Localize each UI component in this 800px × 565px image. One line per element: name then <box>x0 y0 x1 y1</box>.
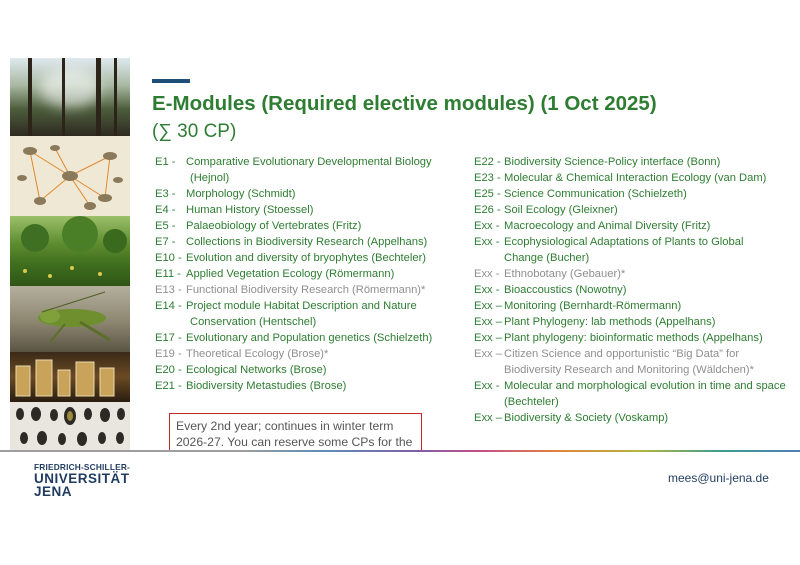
logo-line-3: JENA <box>34 484 73 499</box>
title-accent-bar <box>152 79 190 83</box>
module-title-continued: Change (Bucher) <box>504 252 590 264</box>
module-item <box>155 346 465 362</box>
module-title: Molecular & Chemical Interaction Ecology (van Dam) <box>504 172 767 184</box>
module-code: E10 - <box>155 252 182 264</box>
module-item <box>474 378 794 410</box>
module-code: E3 - <box>155 188 176 200</box>
module-title: Human History (Stoessel) <box>186 204 314 216</box>
module-code: Exx - <box>474 268 500 280</box>
module-title-continued: (Bechteler) <box>504 396 559 408</box>
module-item <box>474 282 794 298</box>
module-code: E1 - <box>155 156 176 168</box>
module-code: E5 - <box>155 220 176 232</box>
module-title: Molecular and morphological evolution in time and space <box>504 380 786 392</box>
module-code: Exx – <box>474 348 502 360</box>
module-title: Plant Phylogeny: lab methods (Appelhans) <box>504 316 716 328</box>
module-title: Applied Vegetation Ecology (Römermann) <box>186 268 395 280</box>
module-item <box>155 218 465 234</box>
module-code: E14 - <box>155 300 182 312</box>
module-item <box>474 202 794 218</box>
module-code: E4 - <box>155 204 176 216</box>
module-item <box>155 202 465 218</box>
module-item <box>155 234 465 250</box>
module-title-continued: Conservation (Hentschel) <box>190 316 317 328</box>
module-code: E11 - <box>155 268 181 280</box>
module-item <box>474 298 794 314</box>
module-title: Biodiversity Metastudies (Brose) <box>186 380 347 392</box>
module-item <box>474 218 794 234</box>
module-title-continued: Biodiversity Research and Monitoring (Wäldchen)* <box>504 364 754 376</box>
module-code: Exx – <box>474 412 502 424</box>
photo-strip <box>10 58 130 451</box>
module-code: E19 - <box>155 348 182 360</box>
module-title: Macroecology and Animal Diversity (Fritz) <box>504 220 711 232</box>
logo-line-2: UNIVERSITÄT <box>34 471 130 486</box>
module-item <box>474 234 794 266</box>
module-item <box>155 186 465 202</box>
module-item <box>155 298 465 330</box>
module-code: Exx - <box>474 284 500 296</box>
module-title: Biodiversity & Society (Voskamp) <box>504 412 669 424</box>
university-logo <box>34 462 130 498</box>
module-item <box>155 154 465 186</box>
module-code: E20 - <box>155 364 182 376</box>
module-title: Soil Ecology (Gleixner) <box>504 204 618 216</box>
module-item <box>474 266 794 282</box>
module-title: Project module Habitat Description and Nature <box>186 300 417 312</box>
module-code: E17 - <box>155 332 182 344</box>
module-title: Functional Biodiversity Research (Römermann)* <box>186 284 426 296</box>
module-code: Exx - <box>474 220 500 232</box>
module-item <box>474 186 794 202</box>
module-title: Bioaccoustics (Nowotny) <box>504 284 627 296</box>
module-item <box>474 330 794 346</box>
module-item <box>474 154 794 170</box>
module-title: Evolution and diversity of bryophytes (Bechteler) <box>186 252 427 264</box>
module-code: E23 - <box>474 172 501 184</box>
module-item <box>155 362 465 378</box>
module-item <box>155 378 465 394</box>
module-title: Comparative Evolutionary Developmental Biology <box>186 156 432 168</box>
food-web-diagram-image <box>10 136 130 216</box>
logo-line-1: FRIEDRICH-SCHILLER- <box>34 462 130 472</box>
meadow-photo <box>10 216 130 286</box>
module-title: Ecophysiological Adaptations of Plants to Global <box>504 236 744 248</box>
module-item <box>474 314 794 330</box>
forest-photo <box>10 58 130 136</box>
module-title: Plant phylogeny: bioinformatic methods (Appelhans) <box>504 332 763 344</box>
module-code: Exx - <box>474 380 500 392</box>
module-code: Exx – <box>474 300 502 312</box>
note-box: Every 2nd year; continues in winter term 2026-27. You can reserve some CPs for the <box>169 413 422 487</box>
module-title: Ecological Networks (Brose) <box>186 364 327 376</box>
module-list-right <box>474 154 794 426</box>
module-code: Exx - <box>474 236 500 248</box>
module-title: Biodiversity Science-Policy interface (Bonn) <box>504 156 721 168</box>
module-list-left <box>155 154 465 394</box>
module-code: E7 - <box>155 236 176 248</box>
module-title: Evolutionary and Population genetics (Schielzeth) <box>186 332 433 344</box>
module-title: Ethnobotany (Gebauer)* <box>504 268 626 280</box>
module-code: E25 - <box>474 188 501 200</box>
module-title: Morphology (Schmidt) <box>186 188 296 200</box>
module-title: Science Communication (Schielzeth) <box>504 188 687 200</box>
module-title: Palaeobiology of Vertebrates (Fritz) <box>186 220 362 232</box>
module-item <box>474 170 794 186</box>
module-item <box>474 346 794 378</box>
module-code: Exx – <box>474 332 502 344</box>
module-code: E26 - <box>474 204 501 216</box>
page-title: E-Modules (Required elective modules) (1 Oct 2025) <box>152 92 657 115</box>
credit-points-subtitle: (∑ 30 CP) <box>152 121 237 142</box>
module-code: E21 - <box>155 380 182 392</box>
module-code: E22 - <box>474 156 501 168</box>
module-title: Monitoring (Bernhardt-Römermann) <box>504 300 682 312</box>
module-item <box>155 250 465 266</box>
module-item <box>474 410 794 426</box>
beetle-collection-photo <box>10 402 130 451</box>
grasshopper-photo <box>10 286 130 352</box>
module-item <box>155 330 465 346</box>
contact-email: mees@uni-jena.de <box>668 471 769 485</box>
module-item <box>155 266 465 282</box>
module-item <box>155 282 465 298</box>
module-title-continued: (Hejnol) <box>190 172 230 184</box>
module-title: Collections in Biodiversity Research (Appelhans) <box>186 236 428 248</box>
specimen-jars-photo <box>10 352 130 402</box>
module-code: E13 - <box>155 284 182 296</box>
module-title: Theoretical Ecology (Brose)* <box>186 348 329 360</box>
module-title: Citizen Science and opportunistic “Big Data” for <box>504 348 740 360</box>
module-code: Exx – <box>474 316 502 328</box>
